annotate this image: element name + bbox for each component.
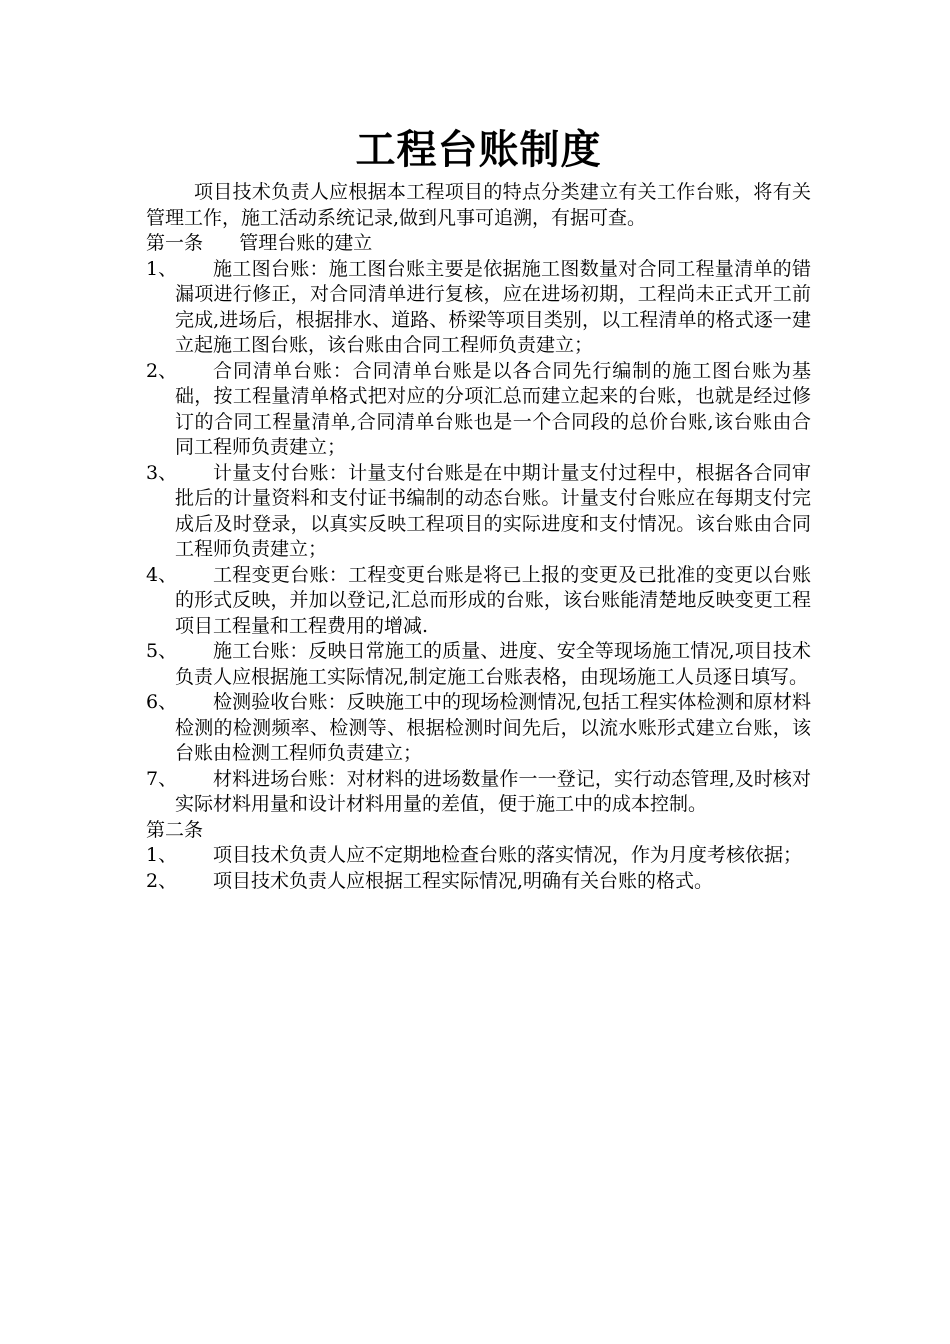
list-item: [146, 843, 811, 869]
item-text: 检测验收台账：反映施工中的现场检测情况,包括工程实体检测和原材料检测的检测频率、检测等、根据检测时间先后，以流水账形式建立台账，该台账由检测工程师负责建立；: [175, 691, 811, 764]
item-text: 项目技术负责人应根据工程实际情况,明确有关台账的格式。: [213, 869, 714, 892]
item-number: 2、: [146, 869, 178, 892]
list-item: [146, 257, 811, 359]
section-2-list: [146, 843, 811, 894]
item-number: 2、: [146, 359, 178, 382]
document-title: 工程台账制度: [355, 127, 602, 173]
item-text: 项目技术负责人应不定期地检查台账的落实情况，作为月度考核依据；: [213, 844, 803, 866]
item-text: 合同清单台账：合同清单台账是以各合同先行编制的施工图台账为基础，按工程量清单格式把对应的分项汇总而建立起来的台账，也就是经过修订的合同工程量清单,合同清单台账也是一个合同段的总价台账,该台账由合同工程师负责建立；: [175, 359, 811, 458]
list-item: [146, 461, 811, 563]
item-number: 6、: [146, 691, 178, 713]
item-text: 计量支付台账：计量支付台账是在中期计量支付过程中，根据各合同审批后的计量资料和支付证书编制的动态台账。计量支付台账应在每期支付完成后及时登录，以真实反映工程项目的实际进度和支付情况。该台账由合同工程师负责建立；: [175, 461, 811, 560]
item-number: 4、: [146, 563, 178, 586]
item-text: 材料进场台账：对材料的进场数量作一一登记，实行动态管理,及时核对实际材料用量和设计材料用量的差值，便于施工中的成本控制。: [175, 767, 811, 815]
intro-paragraph: 项目技术负责人应根据本工程项目的特点分类建立有关工作台账，将有关管理工作，施工活动系统记录,做到凡事可追溯，有据可查。: [146, 181, 811, 229]
item-number: 1、: [146, 844, 178, 866]
item-number: 7、: [146, 767, 178, 790]
item-text: 施工图台账：施工图台账主要是依据施工图数量对合同工程量清单的错漏项进行修正，对合同清单进行复核，应在进场初期，工程尚未正式开工前完成,进场后，根据排水、道路、桥梁等项目类别，以工程清单的格式逐一建立起施工图台账，该台账由合同工程师负责建立；: [175, 257, 811, 356]
list-item: [146, 869, 811, 895]
item-text: 施工台账：反映日常施工的质量、进度、安全等现场施工情况,项目技术负责人应根据施工实际情况,制定施工台账表格，由现场施工人员逐日填写。: [175, 640, 811, 688]
section-1-heading: 第一条 管理台账的建立: [146, 232, 373, 254]
item-text: 工程变更台账：工程变更台账是将已上报的变更及已批准的变更以台账的形式反映，并加以登记,汇总而形成的台账，该台账能清楚地反映变更工程项目工程量和工程费用的增减.: [175, 563, 811, 637]
item-number: 1、: [146, 257, 178, 280]
list-item: [146, 563, 811, 640]
list-item: [146, 639, 811, 690]
item-number: 3、: [146, 461, 178, 484]
section-1-list: [146, 257, 811, 818]
document-page: [146, 120, 811, 894]
item-number: 5、: [146, 640, 178, 662]
list-item: [146, 767, 811, 818]
section-2-heading: 第二条: [146, 818, 204, 841]
list-item: [146, 359, 811, 461]
list-item: [146, 690, 811, 767]
